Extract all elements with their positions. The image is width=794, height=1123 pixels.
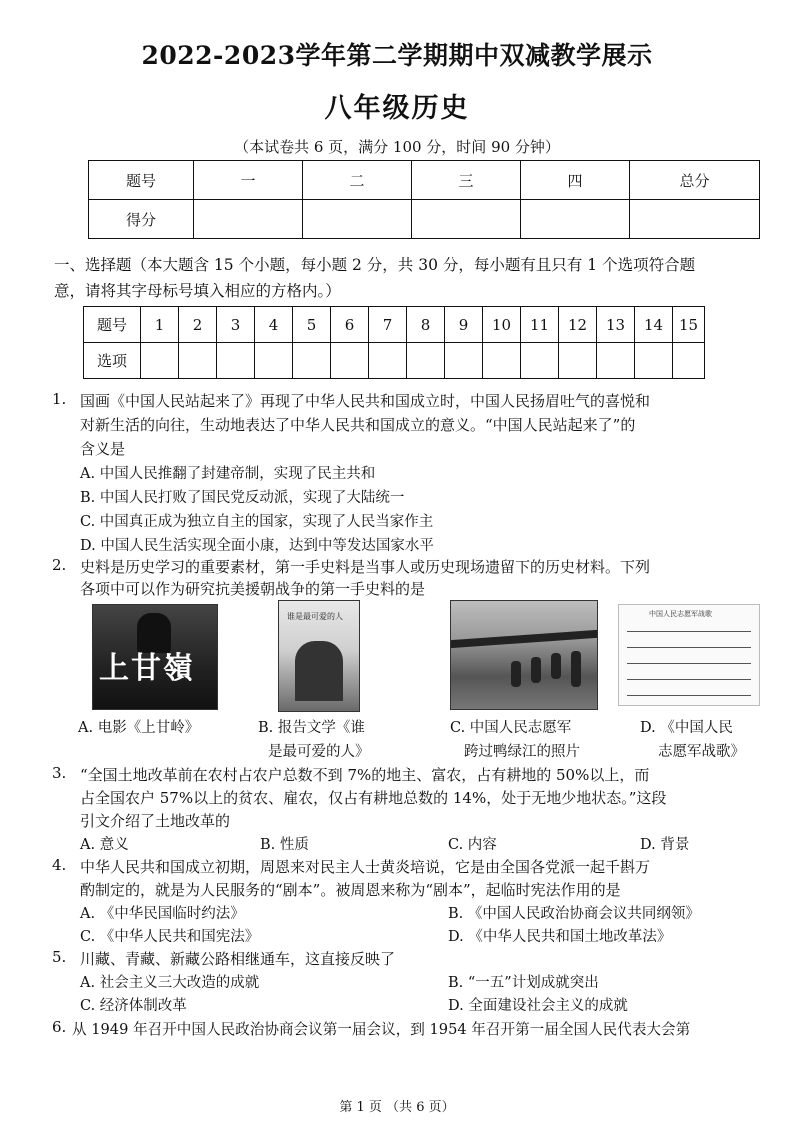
staff-line: [627, 679, 751, 680]
answer-cell: 4: [255, 307, 293, 343]
question-text-line: 对新生活的向往，生动地表达了中华人民共和国成立的意义。“中国人民站起来了”的: [80, 416, 636, 434]
question-text-line: 从 1949 年召开中国人民政治协商会议第一届会议，到 1954 年召开第一届全国人民代表大会第: [72, 1021, 691, 1038]
exam-title: 2022-2023学年第二学期期中双减教学展示: [141, 41, 653, 70]
answer-input-cell[interactable]: [483, 343, 521, 379]
option-d[interactable]: D. 《中国人民: [640, 720, 733, 736]
answer-cell: 9: [445, 307, 483, 343]
score-table-score-row: [89, 200, 760, 239]
staff-line: [627, 695, 751, 696]
answer-table: [83, 306, 705, 379]
section-1-heading: [54, 252, 760, 304]
soldier-figure: [531, 657, 541, 683]
answer-table-header-row: [84, 307, 705, 343]
answer-cell: 题号: [84, 307, 141, 343]
question-text-line: 各项中可以作为研究抗美援朝战争的第一手史料的是: [80, 580, 426, 598]
question-text-line: 史料是历史学习的重要素材，第一手史料是当事人或历史现场遗留下的历史材料。下列: [80, 558, 651, 576]
score-table: [88, 160, 760, 239]
score-cell: 三: [412, 161, 521, 200]
answer-cell: 15: [673, 307, 705, 343]
question-number: 1.: [52, 390, 67, 408]
staff-line: [627, 647, 751, 648]
question-number: 2.: [52, 556, 67, 574]
answer-input-cell[interactable]: [141, 343, 179, 379]
option-a[interactable]: A. 《中华民国临时约法》: [80, 906, 245, 922]
answer-input-cell[interactable]: [293, 343, 331, 379]
book-cover-title: 谁是最可爱的人: [287, 612, 343, 621]
answer-input-cell[interactable]: [369, 343, 407, 379]
section-1-heading-line: 一、选择题（本大题含 15 个小题，每小题 2 分，共 30 分，每小题有且只有 1 个选项符合题: [54, 256, 696, 274]
option-d[interactable]: D. 全面建设社会主义的成就: [448, 998, 628, 1014]
answer-input-cell[interactable]: [673, 343, 705, 379]
answer-input-cell[interactable]: [407, 343, 445, 379]
answer-input-cell[interactable]: [445, 343, 483, 379]
option-c[interactable]: C. 内容: [448, 837, 497, 853]
score-row-label: 得分: [89, 200, 194, 239]
option-b-continued[interactable]: 是最可爱的人》: [268, 744, 370, 760]
exam-note: （本试卷共 6 页，满分 100 分，时间 90 分钟）: [234, 138, 560, 156]
answer-table-option-row: [84, 343, 705, 379]
score-cell: 总分: [630, 161, 760, 200]
answer-row-label: 选项: [84, 343, 141, 379]
answer-cell: 6: [331, 307, 369, 343]
score-cell: 题号: [89, 161, 194, 200]
staff-line: [627, 663, 751, 664]
soldier-figure: [295, 641, 343, 701]
score-input-cell[interactable]: [521, 200, 630, 239]
answer-cell: 2: [179, 307, 217, 343]
option-c[interactable]: C. 中国真正成为独立自主的国家，实现了人民当家作主: [80, 514, 434, 530]
option-a[interactable]: A. 社会主义三大改造的成就: [80, 975, 260, 991]
option-d[interactable]: D. 中国人民生活实现全面小康，达到中等发达国家水平: [80, 538, 434, 554]
question-text-line: 国画《中国人民站起来了》再现了中华人民共和国成立时，中国人民扬眉吐气的喜悦和: [80, 392, 651, 410]
score-cell: 一: [194, 161, 303, 200]
section-1-heading-line: 意，请将其字母标号填入相应的方格内。）: [54, 282, 341, 300]
score-cell: 二: [303, 161, 412, 200]
option-c[interactable]: C. 中国人民志愿军: [450, 720, 572, 736]
option-c[interactable]: C. 经济体制改革: [80, 998, 187, 1014]
question-text-line: 占全国农户 57%以上的贫农、雇农，仅占有耕地总数的 14%，处于无地少地状态。”这段: [80, 789, 667, 807]
answer-input-cell[interactable]: [635, 343, 673, 379]
soldier-figure: [571, 651, 581, 687]
option-b[interactable]: B. 中国人民打败了国民党反动派，实现了大陆统一: [80, 490, 405, 506]
answer-cell: 3: [217, 307, 255, 343]
soldier-figure: [551, 653, 561, 679]
answer-input-cell[interactable]: [255, 343, 293, 379]
answer-cell: 14: [635, 307, 673, 343]
question-text-line: 引文介绍了土地改革的: [80, 812, 231, 830]
option-b[interactable]: B. 性质: [260, 837, 309, 853]
question-number: 3.: [52, 764, 67, 782]
question-number: 5.: [52, 948, 67, 966]
answer-input-cell[interactable]: [217, 343, 255, 379]
book-cover-image: [278, 600, 360, 712]
score-input-cell[interactable]: [194, 200, 303, 239]
question-text-line: 中华人民共和国成立初期，周恩来对民主人士黄炎培说，它是由全国各党派一起千斟万: [80, 858, 651, 876]
option-a[interactable]: A. 电影《上甘岭》: [78, 720, 200, 736]
option-d[interactable]: D. 背景: [640, 837, 690, 853]
question-text-line: 含义是: [80, 440, 126, 458]
score-table-header-row: [89, 161, 760, 200]
question-text-line: 酌制定的，就是为人民服务的“剧本”。被周恩来称为“剧本”，起临时宪法作用的是: [80, 881, 621, 899]
answer-cell: 13: [597, 307, 635, 343]
answer-input-cell[interactable]: [597, 343, 635, 379]
option-b[interactable]: B. 报告文学《谁: [258, 720, 365, 736]
question-number: 4.: [52, 856, 67, 874]
answer-cell: 1: [141, 307, 179, 343]
question-text-line: 川藏、青藏、新藏公路相继通车，这直接反映了: [80, 950, 396, 968]
poster-title-text: 上甘嶺: [99, 651, 195, 686]
staff-line: [627, 631, 751, 632]
bridge-shape: [451, 630, 597, 648]
option-a[interactable]: A. 中国人民推翻了封建帝制，实现了民主共和: [80, 466, 376, 482]
answer-cell: 11: [521, 307, 559, 343]
answer-cell: 7: [369, 307, 407, 343]
question-number: 6.: [52, 1018, 67, 1036]
option-b[interactable]: B. 《中国人民政治协商会议共同纲领》: [448, 906, 700, 922]
answer-cell: 8: [407, 307, 445, 343]
soldier-figure: [511, 661, 521, 687]
option-a[interactable]: A. 意义: [80, 837, 129, 853]
score-cell: 四: [521, 161, 630, 200]
score-input-cell[interactable]: [303, 200, 412, 239]
option-b[interactable]: B. “一五”计划成就突出: [448, 975, 599, 991]
score-input-cell[interactable]: [412, 200, 521, 239]
answer-input-cell[interactable]: [559, 343, 597, 379]
option-d[interactable]: D. 《中华人民共和国土地改革法》: [448, 929, 672, 945]
option-c-continued[interactable]: 跨过鸭绿江的照片: [464, 744, 580, 760]
page-footer: 第 1 页 （共 6 页）: [339, 1100, 455, 1115]
score-title: 中国人民志愿军战歌: [649, 610, 712, 618]
option-d-continued[interactable]: 志愿军战歌》: [658, 744, 745, 760]
answer-input-cell[interactable]: [521, 343, 559, 379]
answer-cell: 10: [483, 307, 521, 343]
answer-cell: 12: [559, 307, 597, 343]
answer-input-cell[interactable]: [331, 343, 369, 379]
crossing-river-photo: [450, 600, 598, 710]
answer-cell: 5: [293, 307, 331, 343]
song-score-image: [618, 604, 760, 706]
score-input-cell[interactable]: [630, 200, 760, 239]
option-c[interactable]: C. 《中华人民共和国宪法》: [80, 929, 260, 945]
film-poster-image: [92, 604, 218, 710]
question-text-line: “全国土地改革前在农村占农户总数不到 7%的地主、富农，占有耕地的 50%以上，而: [80, 766, 650, 784]
answer-input-cell[interactable]: [179, 343, 217, 379]
exam-subtitle: 八年级历史: [324, 93, 470, 124]
